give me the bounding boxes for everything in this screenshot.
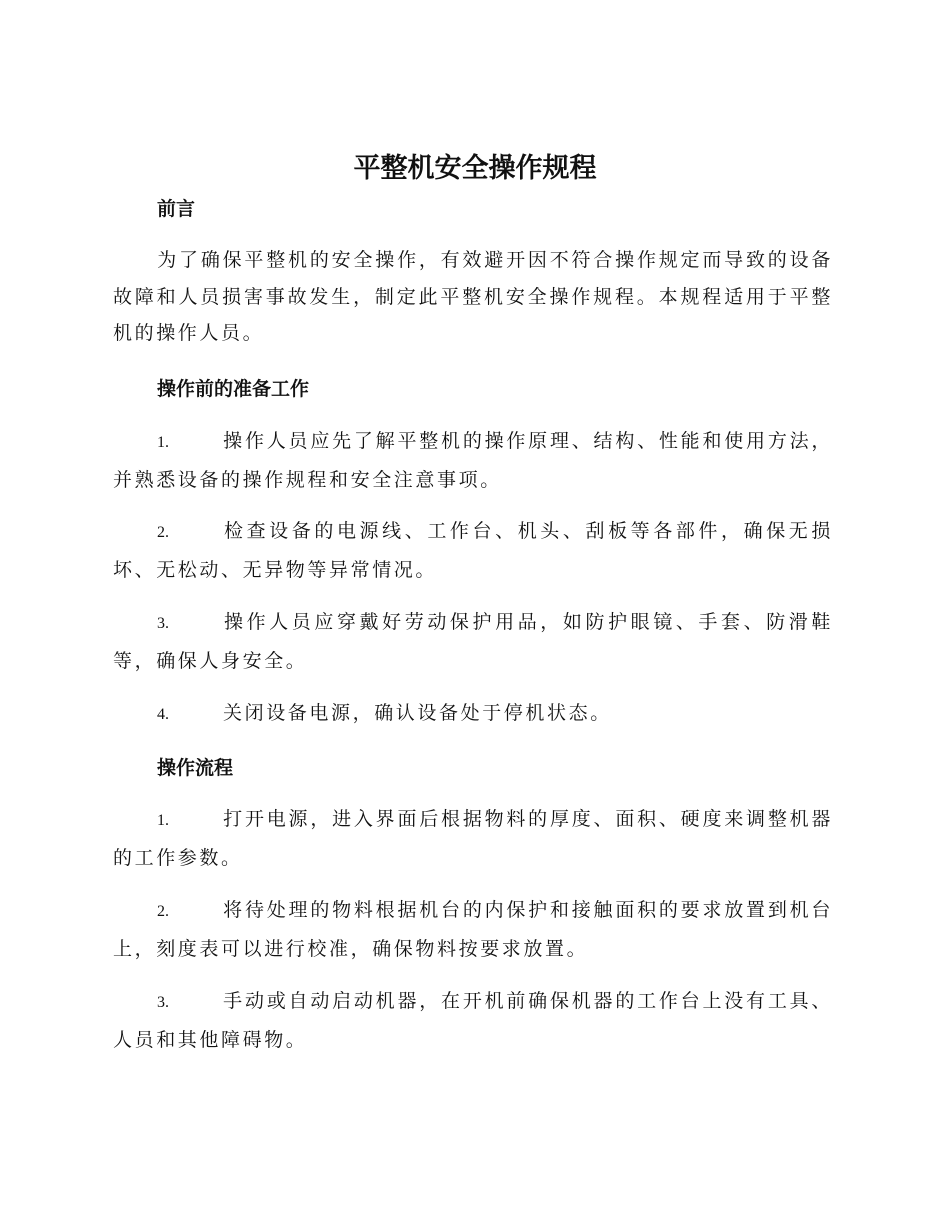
list-item	[113, 604, 833, 679]
document-title: 平整机安全操作规程	[353, 153, 597, 184]
list-item	[113, 801, 833, 876]
list-item-number: 2.	[157, 524, 169, 541]
paragraph-preface	[113, 242, 833, 352]
list-item-text: 手动或自动启动机器，在开机前确保机器的工作台上没有工具、人员和其他障碍物。	[113, 990, 833, 1051]
list-item-text: 关闭设备电源，确认设备处于停机状态。	[223, 702, 612, 724]
list-item	[113, 892, 833, 967]
paragraph-preface-text: 为了确保平整机的安全操作，有效避开因不符合操作规定而导致的设备故障和人员损害事故发生，制定此平整机安全操作规程。本规程适用于平整机的操作人员。	[113, 249, 833, 344]
list-item-number: 1.	[157, 434, 169, 451]
list-item-number: 3.	[157, 994, 169, 1011]
heading-procedure: 操作流程	[157, 757, 234, 779]
list-item	[113, 983, 833, 1058]
list-item	[113, 695, 833, 734]
list-item	[113, 513, 833, 588]
list-item-text: 检查设备的电源线、工作台、机头、刮板等各部件，确保无损坏、无松动、无异物等异常情况。	[113, 520, 833, 581]
list-item-number: 3.	[157, 615, 169, 632]
list-item	[113, 423, 833, 498]
list-item-text: 将待处理的物料根据机台的内保护和接触面积的要求放置到机台上，刻度表可以进行校准，确保物料按要求放置。	[113, 899, 833, 960]
list-item-number: 1.	[157, 812, 169, 829]
list-item-number: 4.	[157, 706, 169, 723]
list-item-number: 2.	[157, 903, 169, 920]
list-item-text: 操作人员应穿戴好劳动保护用品，如防护眼镜、手套、防滑鞋等，确保人身安全。	[113, 611, 833, 672]
list-item-text: 打开电源，进入界面后根据物料的厚度、面积、硬度来调整机器的工作参数。	[113, 808, 833, 869]
list-item-text: 操作人员应先了解平整机的操作原理、结构、性能和使用方法，并熟悉设备的操作规程和安全注意事项。	[113, 430, 833, 491]
heading-preparation: 操作前的准备工作	[157, 378, 310, 400]
heading-preface: 前言	[157, 198, 196, 220]
